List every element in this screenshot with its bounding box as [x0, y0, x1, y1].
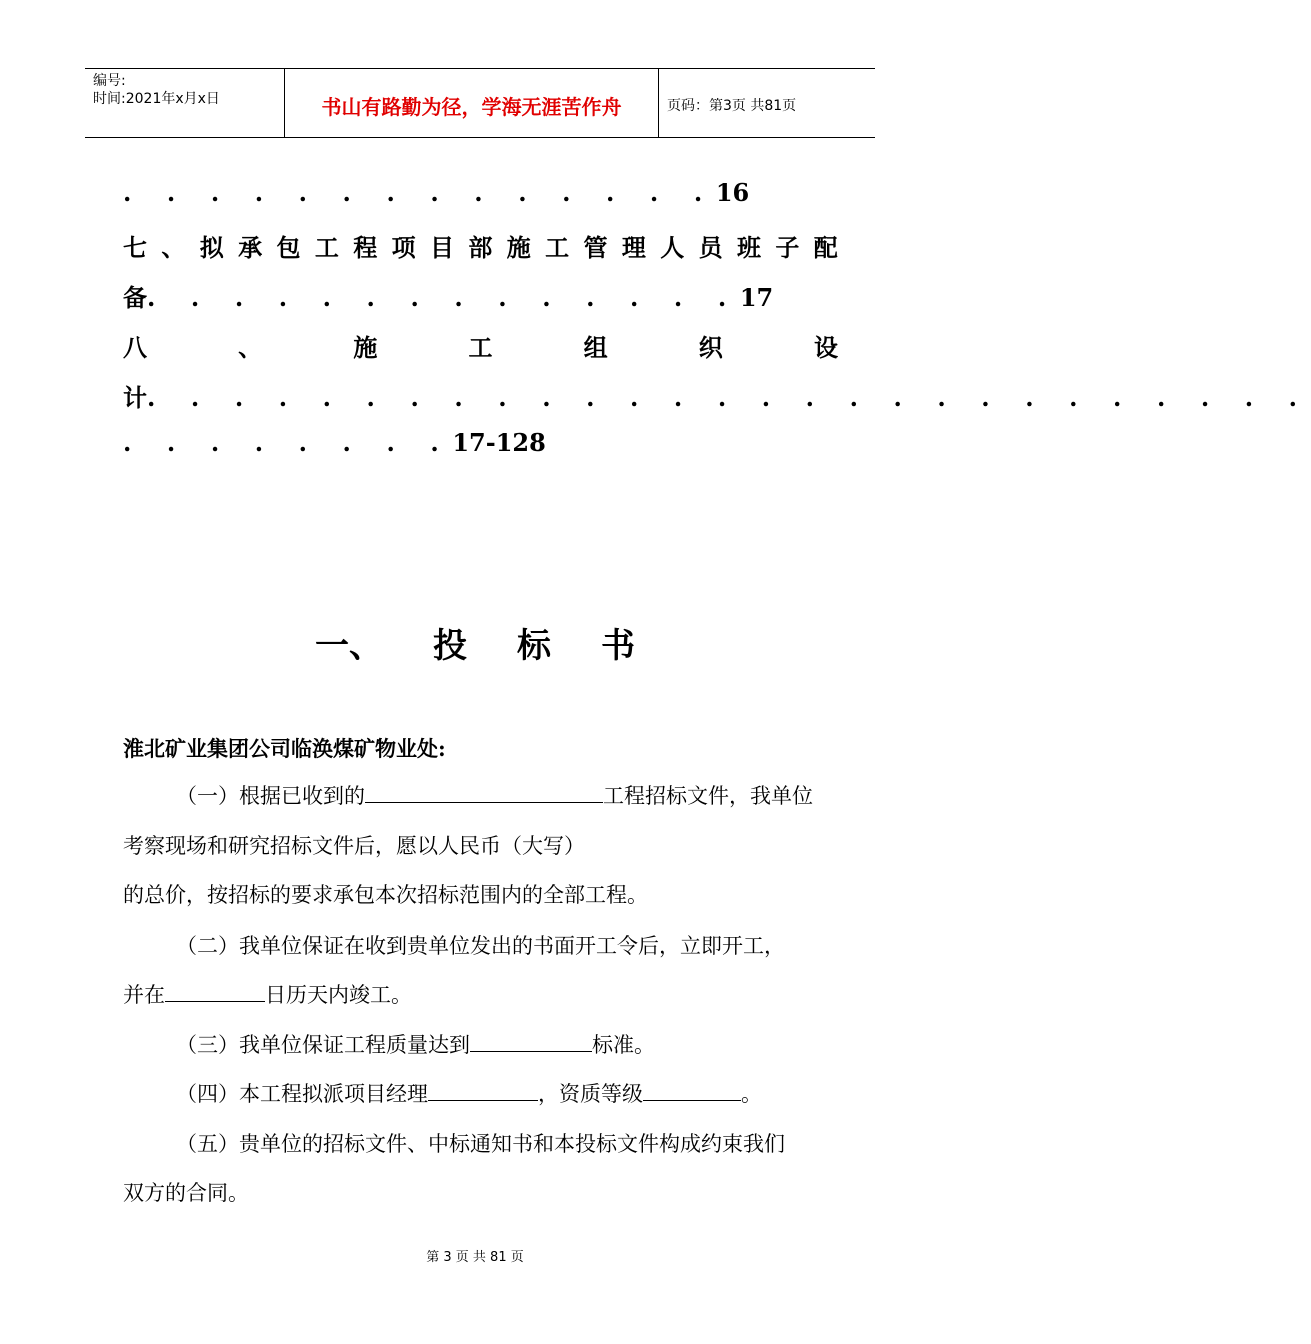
toc-item-7 [123, 228, 838, 263]
toc-item-8-char: 组 [583, 333, 608, 362]
p4-text-b: ，资质等级 [538, 1082, 643, 1106]
toc-item-8-tail: 计 [123, 383, 147, 412]
section-title-char: 标 [517, 626, 551, 666]
toc-item-7-char: 工 [545, 233, 570, 262]
toc-item-8-char: 、 [238, 333, 263, 362]
page-header [85, 68, 875, 138]
toc-item-7-char: 配 [813, 233, 838, 262]
toc-item-7-char: 班 [737, 233, 761, 262]
p1-text-b: 工程招标文件，我单位 [603, 784, 813, 808]
addressee: 淮北矿业集团公司临涣煤矿物业处: [123, 736, 446, 761]
toc-item-7-char: 拟 [199, 233, 224, 262]
number-label: 编号: [93, 73, 126, 89]
toc-page-number: 17-128 [452, 428, 546, 457]
blank-quality [470, 1031, 592, 1052]
p4-text-c: 。 [741, 1082, 762, 1106]
blank-qualification [643, 1080, 741, 1101]
toc-item-7-char: 项 [391, 233, 416, 262]
toc-item-8-char: 设 [813, 333, 838, 362]
toc-page-number: 17 [739, 283, 774, 312]
toc-item-7-char: 包 [276, 233, 301, 262]
p1-text-a: （一）根据已收到的 [176, 784, 365, 808]
toc-item-7-cont [123, 278, 838, 313]
header-motto: 书山有路勤为径，学海无涯苦作舟 [285, 69, 659, 137]
blank-manager [428, 1080, 538, 1101]
toc-item-8-cont [123, 378, 1311, 413]
toc-item-7-char: 部 [468, 233, 493, 262]
toc-page-number: 16 [715, 178, 750, 207]
header-meta [85, 69, 285, 137]
toc-item-7-char: 管 [583, 233, 608, 262]
toc-leader-dots: . . . . . . . . [123, 428, 453, 457]
toc-item-7-char: 工 [314, 233, 339, 262]
toc-item-8-char: 工 [468, 333, 493, 362]
page-footer: 第 3 页 共 81 页 [426, 1250, 524, 1265]
paragraph-3 [176, 1029, 655, 1059]
p4-text-a: （四）本工程拟派项目经理 [176, 1082, 428, 1106]
blank-days [165, 981, 265, 1002]
paragraph-2-line-2 [123, 979, 412, 1009]
paragraph-1-line-3: 的总价，按招标的要求承包本次招标范围内的全部工程。 [123, 883, 648, 907]
toc-item-8-char: 织 [698, 333, 723, 362]
section-title [0, 618, 950, 667]
toc-item-7-char: 承 [238, 233, 263, 262]
paragraph-1 [176, 780, 813, 810]
paragraph-2: （二）我单位保证在收到贵单位发出的书面开工令后，立即开工， [176, 934, 785, 958]
toc-item-7-char: 程 [353, 233, 378, 262]
header-page-info: 页码：第3页 共81页 [667, 98, 797, 114]
toc-item-7-char: 理 [621, 233, 646, 262]
time-label: 时间:2021年x月x日 [93, 91, 220, 107]
toc-item-7-tail: 备 [123, 283, 147, 312]
toc-item-8 [123, 328, 838, 363]
paragraph-4 [176, 1078, 762, 1108]
section-title-char: 书 [601, 626, 635, 666]
section-title-char: 投 [433, 626, 467, 666]
p2-text-a: 并在 [123, 983, 165, 1007]
p2-text-b: 日历天内竣工。 [265, 983, 412, 1007]
toc-item-7-char: 目 [430, 233, 454, 262]
blank-project-name [365, 782, 603, 803]
toc-leader-dots: . . . . . . . . . . . . . . . . . . . . . . . . . . . [147, 383, 1311, 412]
toc-item-7-char: 施 [506, 233, 531, 262]
toc-leader-dots: . . . . . . . . . . . . . . [123, 178, 716, 207]
section-title-char: 一、 [315, 626, 383, 666]
paragraph-5: （五）贵单位的招标文件、中标通知书和本投标文件构成约束我们 [176, 1132, 785, 1156]
toc-item-7-char: 、 [161, 233, 186, 262]
toc-item-7-char: 子 [775, 233, 800, 262]
toc-item-7-char: 人 [660, 233, 685, 262]
paragraph-5-line-2: 双方的合同。 [123, 1181, 249, 1205]
toc-item-8-char: 施 [353, 333, 378, 362]
toc-item-8-char: 八 [123, 333, 147, 362]
p3-text-b: 标准。 [592, 1033, 655, 1057]
paragraph-1-line-2: 考察现场和研究招标文件后，愿以人民币（大写） [123, 834, 585, 858]
toc-item-7-char: 员 [698, 233, 723, 262]
toc-item-8-cont2 [123, 428, 838, 457]
p3-text-a: （三）我单位保证工程质量达到 [176, 1033, 470, 1057]
toc-leader-dots: . . . . . . . . . . . . . . [147, 283, 740, 312]
toc-item-7-char: 七 [123, 233, 147, 262]
toc-line-continuation [123, 178, 838, 207]
